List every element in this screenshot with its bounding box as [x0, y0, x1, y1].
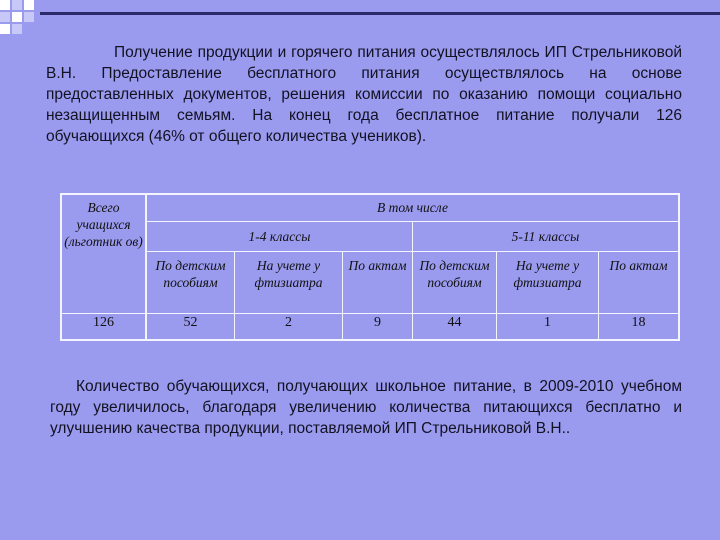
subheader-acts-2: По актам	[609, 258, 668, 273]
header-grades-5-11: 5-11 классы	[511, 229, 580, 244]
corner-squares-decoration	[0, 0, 60, 40]
intro-paragraph: Получение продукции и горячего питания осуществлялось ИП Стрельниковой В.Н. Предоставление бесплатного питания осуществлялось на основе предоставленных документов, решения комиссии по оказанию помощи социально незащищенным семьям. На конец года бесплатное питание получали 126 обучающихся (46% от общего количества учеников).	[46, 44, 682, 145]
value-acts-1: 9	[374, 315, 381, 330]
value-acts-2: 18	[631, 315, 646, 330]
value-tb-doctor-2: 1	[544, 315, 551, 330]
value-total: 126	[93, 315, 114, 330]
subheader-tb-doctor-1: На учете у фтизиатра	[254, 258, 323, 290]
header-total-students: Всего учащихся (льготник ов)	[64, 200, 143, 249]
nutrition-table	[60, 193, 680, 343]
value-tb-doctor-1: 2	[285, 315, 292, 330]
subheader-child-benefits-1: По детским пособиям	[155, 258, 226, 290]
subheader-acts-1: По актам	[348, 258, 407, 273]
subheader-child-benefits-2: По детским пособиям	[419, 258, 490, 290]
value-child-benefits-1: 52	[183, 315, 198, 330]
top-divider	[40, 12, 720, 15]
subheader-tb-doctor-2: На учете у фтизиатра	[513, 258, 582, 290]
summary-paragraph: Количество обучающихся, получающих школьное питание, в 2009-2010 учебном году увеличилось, благодаря увеличению количества питающихся бесплатно и улучшению качества продукции, поставляемой ИП Стрельниковой В.Н..	[50, 378, 682, 437]
header-including: В том числе	[377, 200, 448, 215]
header-grades-1-4: 1-4 классы	[248, 229, 311, 244]
value-child-benefits-2: 44	[447, 315, 462, 330]
